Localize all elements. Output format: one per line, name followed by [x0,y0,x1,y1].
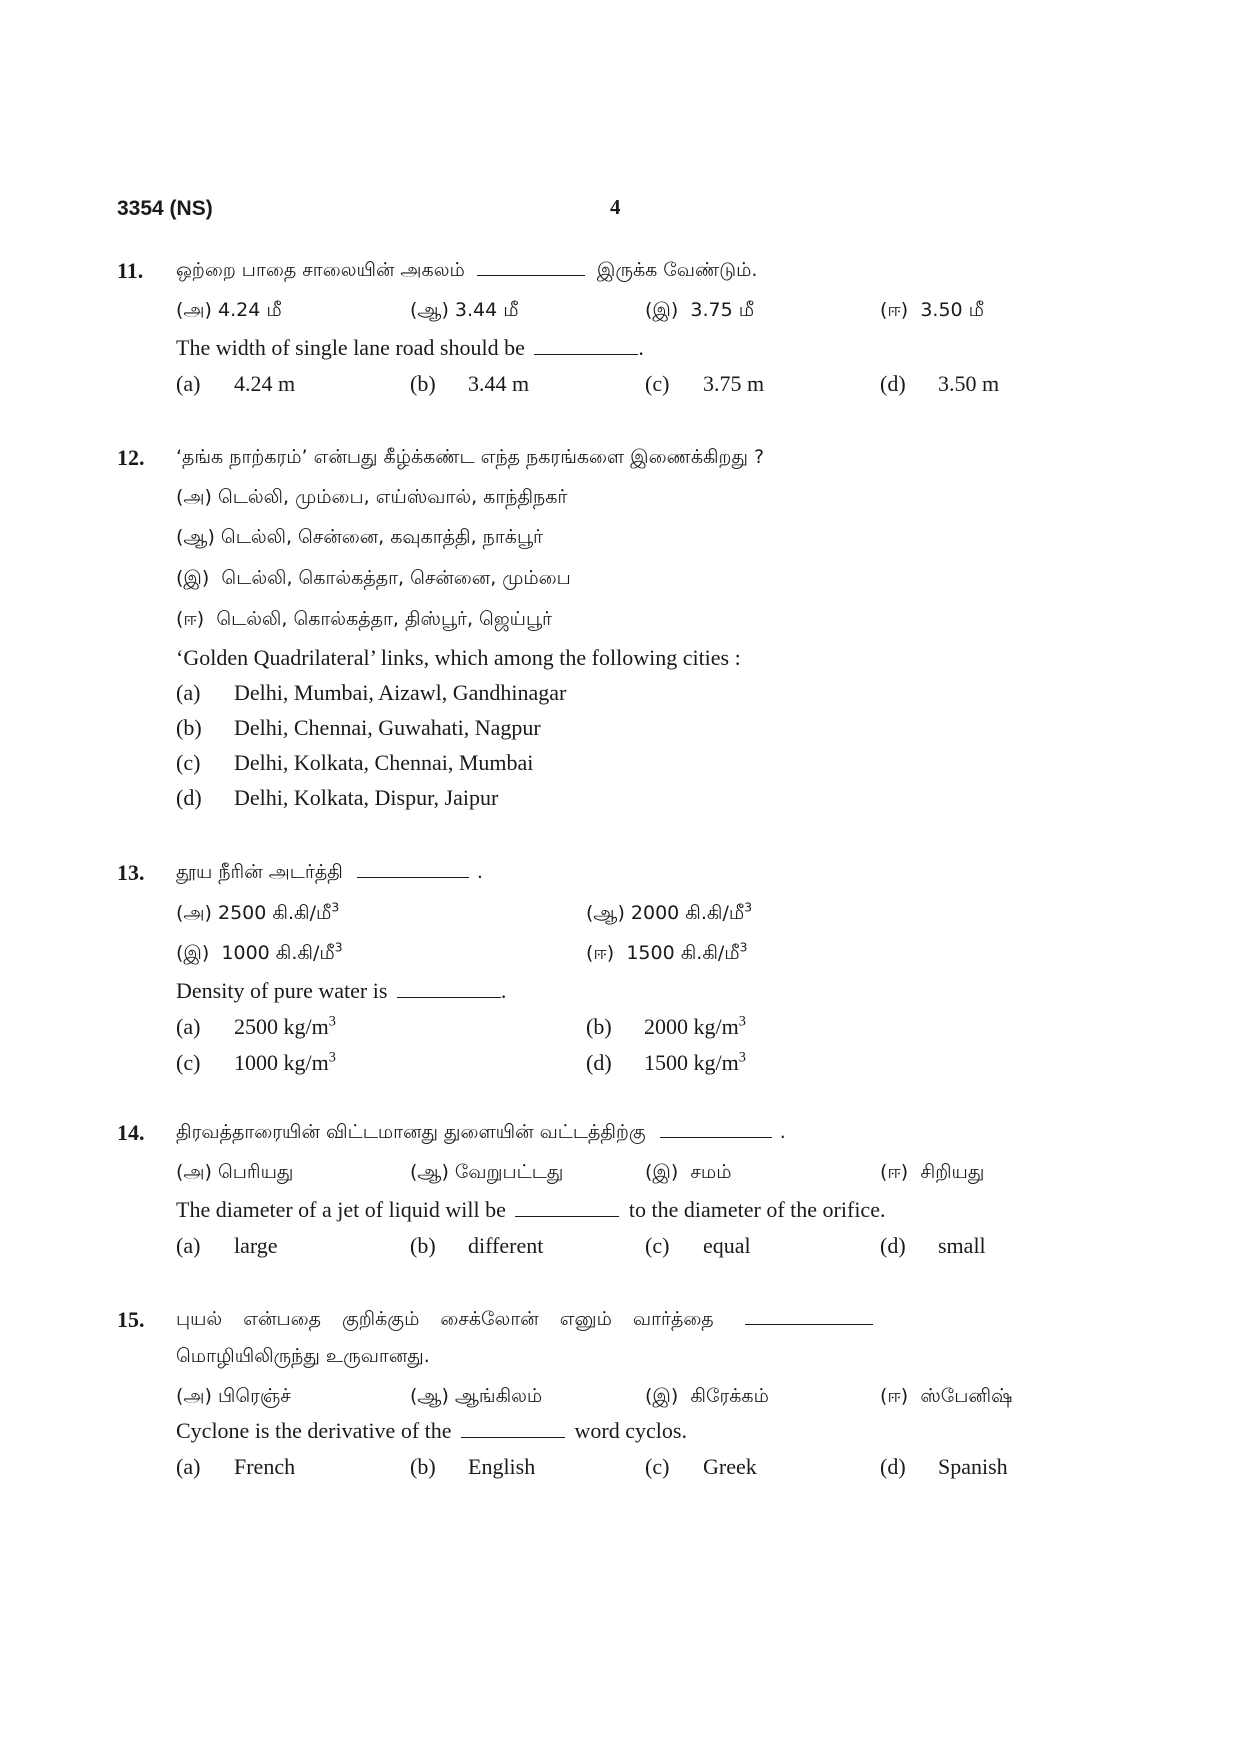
tamil-option [176,486,567,511]
option-text: டெல்லி, மும்பை, எய்ஸ்வால், காந்திநகர் [218,486,568,508]
tamil-option [645,1385,769,1410]
option-text: கிரேக்கம் [690,1385,769,1407]
option-label: (d) [880,1454,906,1479]
english-option [176,750,533,776]
option-label: (ஈ) [880,1385,909,1407]
option-label: (ஈ) [880,299,909,321]
option-text: சிறியது [920,1161,985,1183]
option-label: (c) [645,371,670,396]
answer-blank [477,275,585,276]
tamil-question-stem-continued: மொழியிலிருந்து உருவானது. [176,1345,430,1367]
answer-blank [461,1437,565,1438]
option-text: 1500 கி.கி/மீ [626,942,740,964]
stem-text: . [476,861,483,883]
answer-blank [534,354,638,355]
option-text: 2000 கி.கி/மீ [630,902,745,924]
option-text: 3.75 மீ [690,299,755,321]
option-text: 3.75 m [703,371,765,396]
option-text: 2500 கி.கி/மீ [218,902,332,924]
option-text: டெல்லி, சென்னை, கவுகாத்தி, நாக்பூர் [220,526,543,548]
option-text: 4.24 மீ [218,299,282,321]
tamil-option [586,942,748,967]
tamil-question-stem [176,1121,786,1146]
question-number: 13. [117,860,145,885]
superscript: 3 [738,1013,746,1030]
option-label: (இ) [645,1385,679,1407]
option-text: Delhi, Mumbai, Aizawl, Gandhinagar [234,680,567,705]
tamil-question-stem: ‘தங்க நாற்கரம்’ என்பது கீழ்க்கண்ட எந்த நகரங்களை இணைக்கிறது ? [176,446,765,468]
english-question-stem [176,1418,687,1444]
option-label: (ஈ) [880,1161,909,1183]
paper-code: 3354 (NS) [117,197,213,220]
option-label: (அ) [176,1161,212,1183]
option-text: ஸ்பேனிஷ் [920,1385,1013,1407]
option-label: (a) [176,1014,201,1039]
stem-text: ஒற்றை பாதை சாலையின் அகலம் [176,259,465,281]
english-option [410,371,529,397]
superscript: 3 [739,940,748,955]
question-number: 14. [117,1120,145,1145]
english-option [410,1233,543,1259]
option-label: (அ) [176,1385,212,1407]
option-label: (d) [880,1233,906,1258]
option-label: (அ) [176,902,212,924]
option-label: (இ) [645,299,679,321]
stem-text: தூய நீரின் அடர்த்தி [176,861,343,883]
tamil-question-stem [176,861,483,886]
option-text: 2000 kg/m [644,1014,739,1039]
english-option [645,1454,757,1480]
option-label: (d) [586,1050,612,1075]
english-question-stem: ‘Golden Quadrilateral’ links, which among the following cities : [176,645,741,670]
tamil-option [880,299,984,324]
tamil-option [410,1161,563,1186]
option-text: 3.44 m [468,371,530,396]
option-text: 1000 கி.கி/மீ [221,942,335,964]
stem-text: புயல் என்பதை குறிக்கும் சைக்லோன் எனும் வார்த்தை [176,1308,714,1330]
tamil-option [176,608,552,633]
option-label: (b) [410,1233,436,1258]
tamil-option [645,299,754,324]
option-label: (b) [586,1014,612,1039]
english-option [176,371,295,397]
option-label: (b) [410,371,436,396]
english-question-stem [176,978,506,1004]
option-text: Delhi, Chennai, Guwahati, Nagpur [234,715,541,740]
option-text: 3.50 மீ [920,299,985,321]
stem-text: to the diameter of the orifice. [628,1197,886,1222]
english-option [645,371,764,397]
stem-text: Density of pure water is [176,978,388,1003]
tamil-option [176,299,282,324]
option-text: 1000 kg/m [234,1050,329,1075]
english-option [176,1233,278,1259]
option-text: 1500 kg/m [644,1050,739,1075]
english-option [176,715,541,741]
option-text: Greek [703,1454,757,1479]
option-text: 3.44 மீ [454,299,519,321]
option-label: (ஆ) [410,1385,449,1407]
answer-blank [745,1324,873,1325]
option-label: (c) [645,1454,670,1479]
option-text: large [234,1233,278,1258]
english-option [176,680,566,706]
english-question-stem [176,335,644,361]
option-text: 2500 kg/m [234,1014,329,1039]
stem-text: . [500,978,507,1003]
option-text: சமம் [690,1161,732,1183]
english-option [176,1014,336,1040]
english-option [176,1050,336,1076]
stem-text: word cyclos. [574,1418,687,1443]
stem-text: The width of single lane road should be [176,335,525,360]
option-label: (ஆ) [410,299,449,321]
option-label: (a) [176,371,201,396]
option-label: (c) [645,1233,670,1258]
option-label: (அ) [176,486,212,508]
option-label: (ஆ) [586,902,625,924]
option-label: (ஈ) [586,942,615,964]
answer-blank [515,1216,619,1217]
option-text: பிரெஞ்ச் [218,1385,291,1407]
option-text: equal [703,1233,751,1258]
option-label: (a) [176,1233,201,1258]
option-text: டெல்லி, கொல்கத்தா, திஸ்பூர், ஜெய்பூர் [216,608,552,630]
option-label: (c) [176,750,201,775]
option-label: (a) [176,680,201,705]
option-label: (b) [176,715,202,740]
tamil-question-stem [176,259,757,284]
answer-blank [357,877,469,878]
option-text: டெல்லி, கொல்கத்தா, சென்னை, மும்பை [221,567,571,589]
option-text: Delhi, Kolkata, Dispur, Jaipur [234,785,499,810]
page-number: 4 [610,195,621,219]
tamil-option [176,526,543,551]
option-text: Delhi, Kolkata, Chennai, Mumbai [234,750,534,775]
english-option [880,1233,986,1259]
english-option [410,1454,535,1480]
option-text: வேறுபட்டது [454,1161,564,1183]
question-number: 15. [117,1307,145,1332]
stem-text: The diameter of a jet of liquid will be [176,1197,506,1222]
superscript: 3 [738,1049,746,1066]
tamil-option [880,1385,1012,1410]
option-text: English [468,1454,536,1479]
english-option [645,1233,751,1259]
option-text: French [234,1454,296,1479]
superscript: 3 [331,900,340,915]
english-option [176,1454,295,1480]
option-text: different [468,1233,544,1258]
english-option [586,1050,746,1076]
tamil-option [410,1385,542,1410]
option-text: Spanish [938,1454,1008,1479]
superscript: 3 [328,1049,336,1066]
option-label: (ஈ) [176,608,205,630]
question-number: 11. [117,258,144,283]
option-label: (இ) [645,1161,679,1183]
option-label: (அ) [176,299,212,321]
tamil-option [176,1385,291,1410]
option-text: small [938,1233,986,1258]
option-label: (இ) [176,567,210,589]
option-text: 4.24 m [234,371,296,396]
tamil-question-stem [176,1308,873,1333]
option-text: பெரியது [218,1161,294,1183]
tamil-option [586,902,752,927]
english-option [586,1014,746,1040]
option-label: (b) [410,1454,436,1479]
option-label: (c) [176,1050,201,1075]
option-label: (இ) [176,942,210,964]
tamil-option [176,567,571,592]
tamil-option [176,942,343,967]
option-label: (d) [176,785,202,810]
superscript: 3 [328,1013,336,1030]
superscript: 3 [744,900,753,915]
english-option [880,1454,1008,1480]
option-label: (ஆ) [176,526,215,548]
stem-text: . [638,335,644,360]
english-option [880,371,999,397]
stem-text: திரவத்தாரையின் விட்டமானது துளையின் வட்டத்திற்கு [176,1121,646,1143]
option-text: 3.50 m [938,371,1000,396]
superscript: 3 [334,940,343,955]
answer-blank [397,997,501,998]
tamil-option [410,299,519,324]
english-option [176,785,498,811]
stem-text: Cyclone is the derivative of the [176,1418,452,1443]
question-number: 12. [117,445,145,470]
tamil-option [645,1161,732,1186]
english-question-stem [176,1197,885,1223]
stem-text: இருக்க வேண்டும். [596,259,758,281]
option-label: (d) [880,371,906,396]
answer-blank [660,1137,772,1138]
stem-text: . [779,1121,786,1143]
tamil-option [176,1161,293,1186]
tamil-option [880,1161,984,1186]
option-label: (a) [176,1454,201,1479]
tamil-option [176,902,339,927]
option-text: ஆங்கிலம் [454,1385,543,1407]
option-label: (ஆ) [410,1161,449,1183]
